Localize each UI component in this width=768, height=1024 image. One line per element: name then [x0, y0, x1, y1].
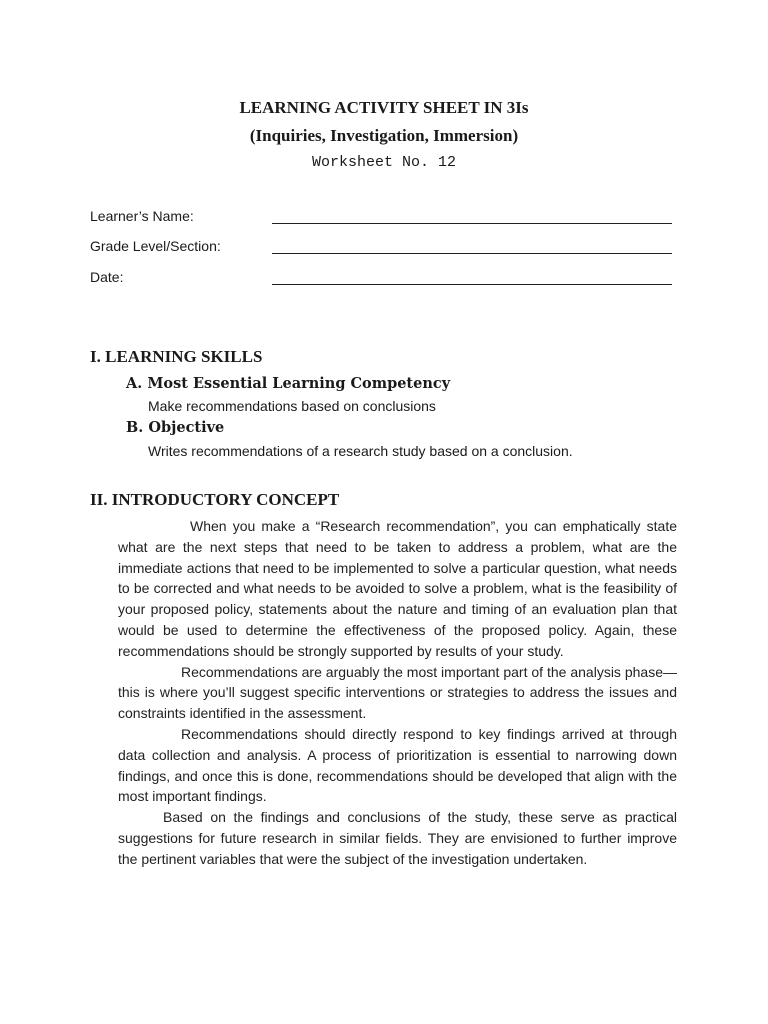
- objective-text: Writes recommendations of a research study based on a conclusion.: [148, 443, 573, 459]
- section-introductory-concept-heading: II. INTRODUCTORY CONCEPT: [90, 490, 340, 509]
- objective-heading: B. Objective: [126, 419, 225, 436]
- learner-name-line: [272, 223, 672, 224]
- intro-paragraph-4: Based on the findings and conclusions of the study, these serve as practical suggestions for future research in similar fields. They are envisioned to further improve the pertinent variables that were the subject of the investigation undertaken.: [118, 809, 677, 867]
- grade-level-label: Grade Level/Section:: [90, 238, 221, 254]
- document-title: LEARNING ACTIVITY SHEET IN 3Is: [239, 98, 529, 117]
- document-subtitle: (Inquiries, Investigation, Immersion): [249, 126, 519, 145]
- competency-text: Make recommendations based on conclusions: [148, 398, 436, 414]
- date-label: Date:: [90, 269, 124, 285]
- section-learning-skills-heading: I. LEARNING SKILLS: [90, 347, 263, 366]
- worksheet-number: Worksheet No. 12: [311, 154, 457, 171]
- intro-paragraph-3: Recommendations should directly respond to key findings arrived at through data collection and analysis. A process of prioritization is essential to narrowing down findings, and once this is done, recommendations should be developed that align with the most important findings.: [118, 725, 677, 805]
- grade-level-line: [272, 253, 672, 254]
- intro-paragraph-1: When you make a “Research recommendation”, you can emphatically state what are the next steps that need to be taken to address a problem, what are the immediate actions that need to be implemented to solve a particular question, what needs to be corrected and what needs to be avoided to solve a problem, what is the feasibility of your proposed policy, statements about the nature and timing of an evaluation plan that would be used to determine the effectiveness of the proposed policy. Again, these recommendations should be strongly supported by results of your study.: [118, 518, 677, 659]
- learner-name-label: Learner’s Name:: [90, 208, 194, 224]
- intro-paragraphs: [118, 516, 677, 870]
- date-line: [272, 284, 672, 285]
- competency-heading: A. Most Essential Learning Competency: [126, 375, 451, 392]
- intro-paragraph-2: Recommendations are arguably the most important part of the analysis phase—this is where you’ll suggest specific interventions or strategies to address the issues and constraints identified in the assessment.: [118, 663, 677, 722]
